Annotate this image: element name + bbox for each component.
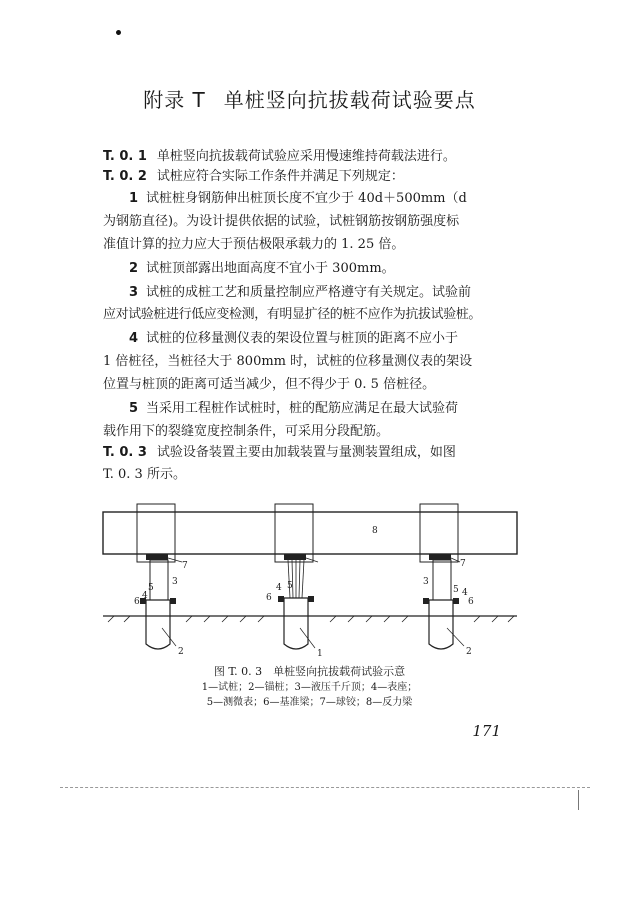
clause-t03-line-2: T. 0. 3 所示。 [103, 467, 186, 482]
clause-number: T. 0. 2 [103, 169, 147, 184]
test-setup-diagram [100, 498, 520, 663]
clause-text: 试桩应符合实际工作条件并满足下列规定： [156, 169, 404, 184]
piles [146, 598, 453, 649]
ink-mark [115, 29, 121, 35]
ball-hinges [146, 554, 451, 560]
item-text: 试桩桩身钢筋伸出桩顶长度不宜少于 40d＋500mm（d [146, 191, 467, 206]
label-5a: 5 [148, 583, 154, 593]
item-1-line-1 [103, 190, 543, 208]
item-4-line-1 [103, 330, 543, 348]
item-3-line-1 [103, 284, 543, 302]
label-2b: 2 [466, 647, 472, 657]
item-number: 2 [129, 261, 139, 276]
item-number: 4 [129, 331, 139, 346]
page-number: 171 [472, 722, 501, 740]
figure-legend-line-1: 1—试桩；2—锚桩；3—液压千斤顶；4—表座； [201, 682, 418, 693]
label-8: 8 [372, 526, 378, 536]
appendix-title-text: 单桩竖向抗拔载荷试验要点 [223, 88, 476, 112]
item-1-line-2: 为钢筋直径)。为设计提供依据的试验，试桩钢筋按钢筋强度标 [103, 214, 460, 229]
item-1-line-3: 准值计算的拉力应大于预估极限承载力的 1. 25 倍。 [103, 237, 405, 252]
label-4c: 4 [462, 588, 468, 598]
clause-number: T. 0. 3 [103, 445, 147, 460]
appendix-title [0, 84, 619, 113]
label-3a: 3 [172, 577, 178, 587]
clause-t03-line-1 [103, 444, 517, 462]
label-6c: 6 [468, 597, 474, 607]
dial-gauges [140, 596, 459, 604]
tension-rods [288, 560, 304, 598]
bearing-plates [137, 504, 458, 562]
page-edge-line [60, 787, 590, 788]
appendix-code: 附录 T [143, 88, 206, 112]
clause-number: T. 0. 1 [103, 149, 147, 164]
item-number: 5 [129, 401, 139, 416]
label-4a: 4 [142, 591, 148, 601]
item-4-line-3: 位置与桩顶的距离可适当减少，但不得少于 0. 5 倍桩径。 [103, 377, 436, 392]
label-2a: 2 [178, 647, 184, 657]
clause-text: 单桩竖向抗拔载荷试验应采用慢速维持荷载法进行。 [156, 149, 456, 164]
label-5b: 5 [287, 581, 293, 591]
leader-lines [162, 558, 464, 648]
label-6a: 6 [134, 597, 140, 607]
item-2 [103, 260, 543, 278]
label-1: 1 [317, 649, 323, 659]
figure-legend-line-2: 5—测微表；6—基准梁；7—球铰；8—反力梁 [206, 697, 413, 708]
figure-caption: 图 T. 0. 3 单桩竖向抗拔载荷试验示意 [213, 665, 406, 678]
reaction-beam [103, 512, 517, 554]
item-text: 试桩顶部露出地面高度不宜小于 300mm。 [146, 261, 395, 276]
item-number: 1 [129, 191, 139, 206]
label-6b: 6 [266, 593, 272, 603]
label-3b: 3 [423, 577, 429, 587]
page-edge-tick [578, 790, 579, 810]
item-text: 试桩的成桩工艺和质量控制应严格遵守有关规定。试验前 [146, 285, 472, 300]
clause-t02 [103, 168, 517, 186]
item-3-line-2: 应对试验桩进行低应变检测，有明显扩径的桩不应作为抗拔试验桩。 [103, 307, 482, 322]
label-5c: 5 [453, 585, 459, 595]
item-text: 试桩的位移量测仪表的架设位置与桩顶的距离不应小于 [146, 331, 459, 346]
item-5-line-1 [103, 400, 543, 418]
label-7b: 7 [460, 559, 466, 569]
item-4-line-2: 1 倍桩径，当桩径大于 800mm 时，试桩的位移量测仪表的架设 [103, 354, 473, 369]
hydraulic-jacks [150, 560, 451, 600]
clause-text: 试验设备装置主要由加载装置与量测装置组成，如图 [156, 445, 456, 460]
label-4b: 4 [276, 583, 282, 593]
item-number: 3 [129, 285, 139, 300]
item-5-line-2: 载作用下的裂缝宽度控制条件，可采用分段配筋。 [103, 424, 390, 439]
item-text: 当采用工程桩作试桩时，桩的配筋应满足在最大试验荷 [146, 401, 459, 416]
label-7a: 7 [182, 561, 188, 571]
clause-t01 [103, 148, 517, 166]
